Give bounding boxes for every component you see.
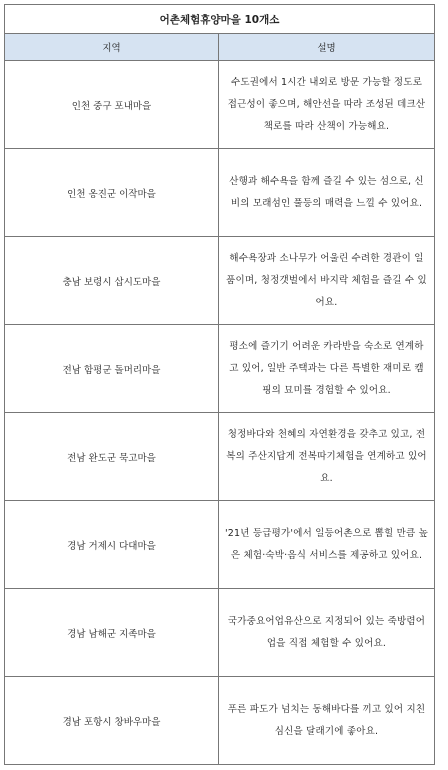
region-cell: 경남 거제시 다대마을 — [5, 501, 219, 589]
table-row — [5, 61, 435, 149]
region-cell: 인천 중구 포내마을 — [5, 61, 219, 149]
header-row — [5, 34, 435, 61]
table-row — [5, 413, 435, 501]
region-cell: 충남 보령시 삽시도마을 — [5, 237, 219, 325]
header-region: 지역 — [5, 34, 219, 61]
region-cell: 경남 포항시 창바우마을 — [5, 677, 219, 765]
table-row — [5, 149, 435, 237]
description-cell: 푸른 파도가 넘치는 동해바다를 끼고 있어 지친 심신을 달래기에 좋아요. — [219, 677, 435, 765]
table-row — [5, 325, 435, 413]
region-cell: 인천 옹진군 이작마을 — [5, 149, 219, 237]
table-row — [5, 589, 435, 677]
table-title: 어촌체험휴양마을 10개소 — [5, 5, 435, 34]
table-row — [5, 501, 435, 589]
description-cell: 청정바다와 천혜의 자연환경을 갖추고 있고, 전복의 주산지답게 전복따기체험을 연계하고 있어요. — [219, 413, 435, 501]
header-description: 설명 — [219, 34, 435, 61]
table-container — [4, 4, 434, 765]
region-cell: 전남 완도군 묵고마을 — [5, 413, 219, 501]
description-cell: 국가중요어업유산으로 지정되어 있는 죽방렴어업을 직접 체험할 수 있어요. — [219, 589, 435, 677]
table-row — [5, 677, 435, 765]
description-cell: 수도권에서 1시간 내외로 방문 가능할 정도로 접근성이 좋으며, 해안선을 따라 조성된 데크산책로를 따라 산책이 가능해요. — [219, 61, 435, 149]
description-cell: 해수욕장과 소나무가 어울린 수려한 경관이 일품이며, 청정갯벌에서 바지락 체험을 즐길 수 있어요. — [219, 237, 435, 325]
table-row — [5, 237, 435, 325]
region-cell: 경남 남해군 지족마을 — [5, 589, 219, 677]
description-cell: 평소에 즐기기 어려운 카라반을 숙소로 연계하고 있어, 일반 주택과는 다른 특별한 재미로 캠핑의 묘미를 경험할 수 있어요. — [219, 325, 435, 413]
description-cell: 산행과 해수욕을 함께 즐길 수 있는 섬으로, 신비의 모래섬인 풀등의 매력을 느낄 수 있어요. — [219, 149, 435, 237]
region-cell: 전남 함평군 돌머리마을 — [5, 325, 219, 413]
description-cell: '21년 등급평가'에서 일등어촌으로 뽑힐 만큼 높은 체험·숙박·음식 서비스를 제공하고 있어요. — [219, 501, 435, 589]
villages-table — [4, 4, 435, 765]
